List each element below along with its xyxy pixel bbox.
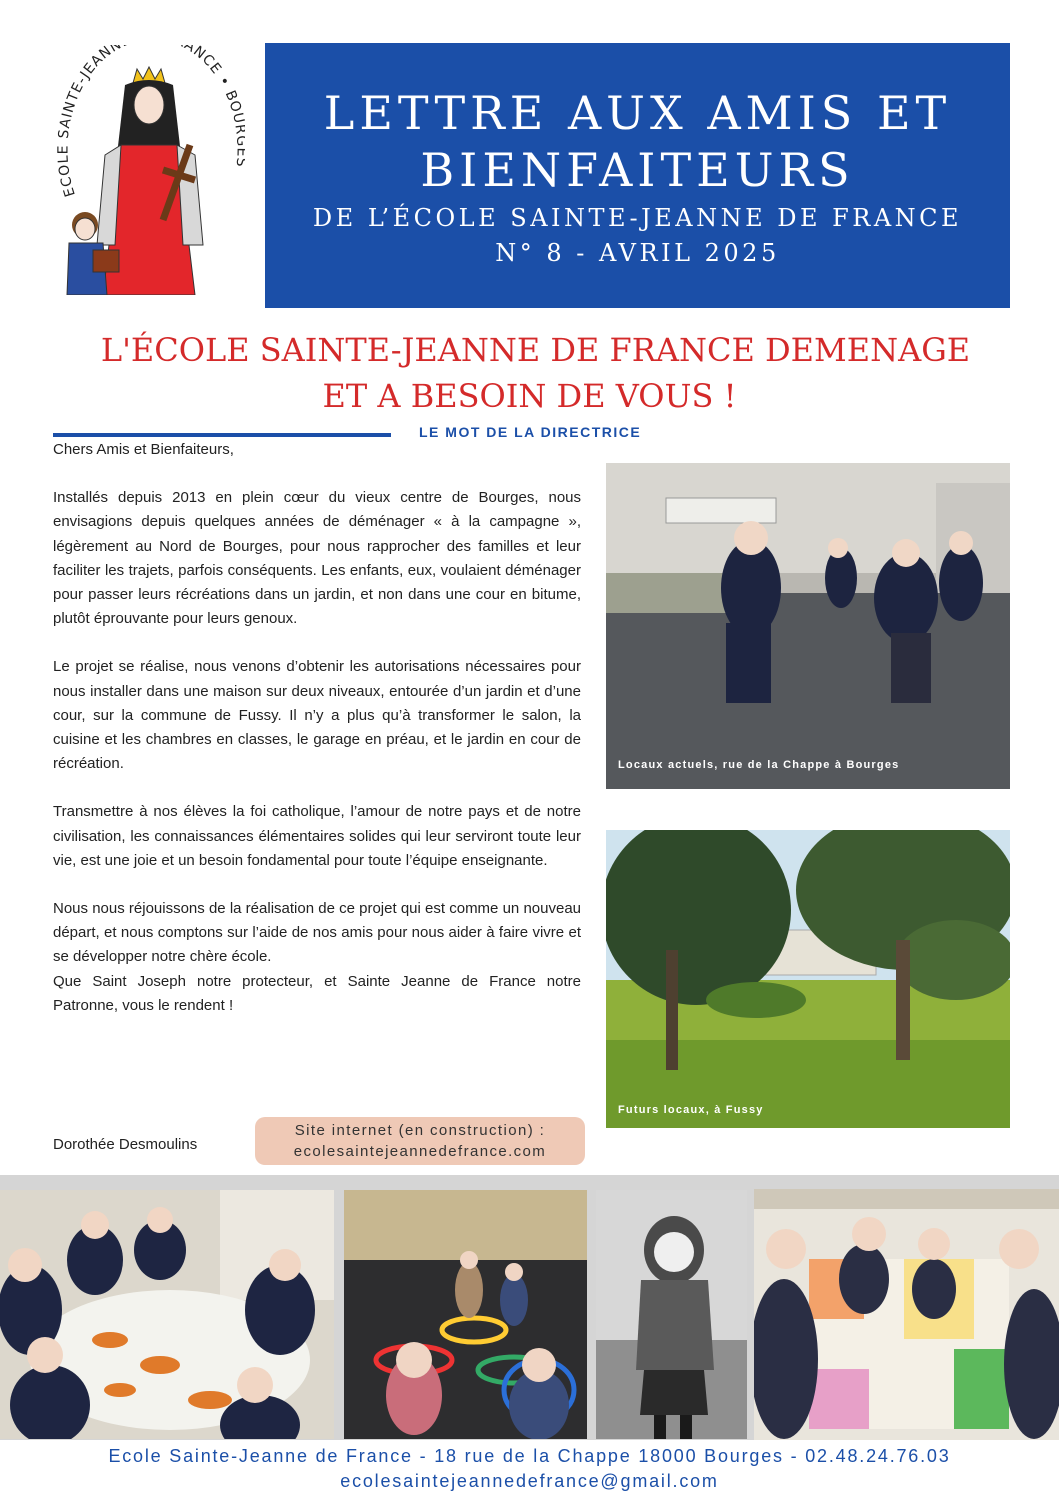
- photo-future-premises: [606, 830, 1010, 1128]
- signature: Dorothée Desmoulins: [53, 1136, 198, 1153]
- website-url: ecolesaintejeannedefrance.com: [293, 1143, 547, 1160]
- salutation: Chers Amis et Bienfaiteurs,: [53, 441, 234, 458]
- photo-current-premises: [606, 463, 1010, 789]
- letter-body: [53, 437, 581, 1018]
- website-label: Site internet (en construction) :: [294, 1122, 546, 1139]
- photo-caption: Futurs locaux, à Fussy: [618, 1104, 764, 1116]
- footer: [0, 1444, 1059, 1494]
- paragraph: Le projet se réalise, nous venons d’obtenir les autorisations nécessaires pour nous installer dans une maison sur deux niveaux, entourée d’un jardin et d’une cour, sur la commune de Fussy. Il n’y a plus qu’à transformer le salon, la cuisine et les chambres en classes, le garage en préau, et le jardin en cour de récréation.: [53, 658, 581, 773]
- footer-email[interactable]: ecolesaintejeannedefrance@gmail.com: [340, 1471, 719, 1491]
- logo-ring-text: ECOLE SAINTE-JEANN ANCE • BO: [55, 45, 245, 199]
- headline-line-1: L'ÉCOLE SAINTE-JEANNE DE FRANCE DEMENAGE: [100, 331, 971, 369]
- paragraph: Installés depuis 2013 en plein cœur du vieux centre de Bourges, nous envisagions depuis quelques années de déménager « à la campagne », légèrement au Nord de Bourges, pour nous rapprocher des familles et leur faciliter les trajets, parfois conséquents. Les enfants, eux, voulaient déménager pour passer leurs récréations dans un jardin, et non dans une cour en bitume, plutôt éprouvante pour leurs genoux.: [53, 489, 581, 628]
- paragraph: Nous nous réjouissons de la réalisation de ce projet qui est comme un nouveau départ, et nous comptons sur l’aide de nos amis pour nous aider à faire vivre et se développer notre chère école.: [53, 900, 581, 966]
- section-label: LE MOT DE LA DIRECTRICE: [419, 424, 642, 440]
- headline-line-2: ET A BESOIN DE VOUS !: [322, 377, 737, 415]
- photo-classroom-painting: [0, 1190, 334, 1439]
- photo-children-with-poster: [754, 1189, 1059, 1440]
- paragraph: Que Saint Joseph notre protecteur, et Sainte Jeanne de France notre Patronne, vous le rendent !: [53, 972, 581, 1014]
- footer-address: Ecole Sainte-Jeanne de France - 18 rue de la Chappe 18000 Bourges - 02.48.24.76.03: [108, 1446, 951, 1466]
- newsletter-subtitle: DE L’ÉCOLE SAINTE-JEANNE DE FRANCE: [312, 204, 963, 232]
- website-box: [255, 1117, 585, 1165]
- photo-caption: Locaux actuels, rue de la Chappe à Bourges: [618, 759, 900, 771]
- issue-number: N° 8 - AVRIL 2025: [495, 239, 780, 267]
- newsletter-title: LETTRE AUX AMIS ET BIENFAITEURS: [323, 86, 952, 197]
- school-logo: [45, 45, 245, 295]
- header-banner: [265, 43, 1010, 308]
- headline: [0, 327, 1059, 419]
- photo-playground-hoops: [344, 1190, 587, 1439]
- paragraph: Transmettre à nos élèves la foi catholique, l’amour de notre pays et de notre civilisation, les connaissances élémentaires solides qui leur serviront toute leur vie, est une joie et un besoin fondamental pour toute l’équipe enseignante.: [53, 803, 581, 869]
- photo-child-portrait: [596, 1190, 747, 1439]
